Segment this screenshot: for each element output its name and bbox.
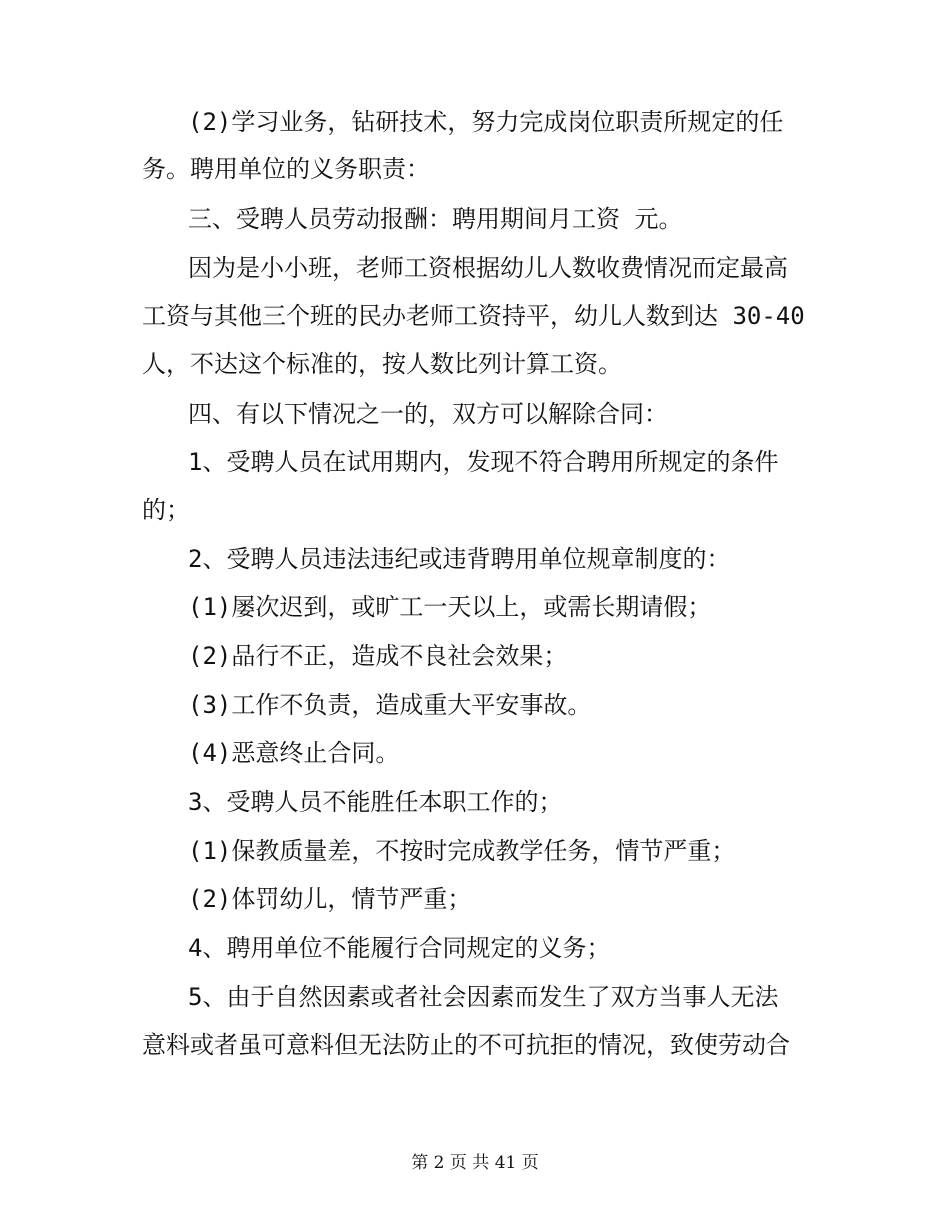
text-line: 人，不达这个标准的，按人数比列计算工资。 (142, 350, 622, 378)
text-line: 的； (142, 496, 190, 524)
text-line: 因为是小小班，老师工资根据幼儿人数收费情况而定最高 (188, 254, 788, 282)
text-line: 4、聘用单位不能履行合同规定的义务； (188, 934, 611, 962)
text-line: (4)恶意终止合同。 (188, 739, 400, 767)
text-line: (2)学习业务，钻研技术，努力完成岗位职责所规定的任 (188, 108, 784, 136)
text-line: (1)保教质量差，不按时完成教学任务，情节严重； (188, 837, 736, 865)
text-line: (2)品行不正，造成不良社会效果； (188, 642, 568, 670)
text-line: 务。聘用单位的义务职责： (142, 155, 430, 183)
text-line: (3)工作不负责，造成重大平安事故。 (188, 691, 592, 719)
text-line: 工资与其他三个班的民办老师工资持平，幼儿人数到达 30-40 (142, 302, 805, 330)
text-line: (1)屡次迟到，或旷工一天以上，或需长期请假； (188, 593, 712, 621)
text-line: 三、受聘人员劳动报酬：聘用期间月工资 元。 (188, 205, 683, 233)
text-line: 5、由于自然因素或者社会因素而发生了双方当事人无法 (188, 983, 779, 1011)
page-number-footer: 第 2 页 共 41 页 (411, 1153, 539, 1173)
text-line: (2)体罚幼儿，情节严重； (188, 885, 472, 913)
text-line: 3、受聘人员不能胜任本职工作的； (188, 788, 563, 816)
text-line: 1、受聘人员在试用期内，发现不符合聘用所规定的条件 (188, 448, 779, 476)
text-line: 2、受聘人员违法违纪或违背聘用单位规章制度的： (188, 545, 731, 573)
text-line: 四、有以下情况之一的，双方可以解除合同： (188, 400, 668, 428)
text-line: 意料或者虽可意料但无法防止的不可抗拒的情况，致使劳动合 (142, 1031, 790, 1059)
